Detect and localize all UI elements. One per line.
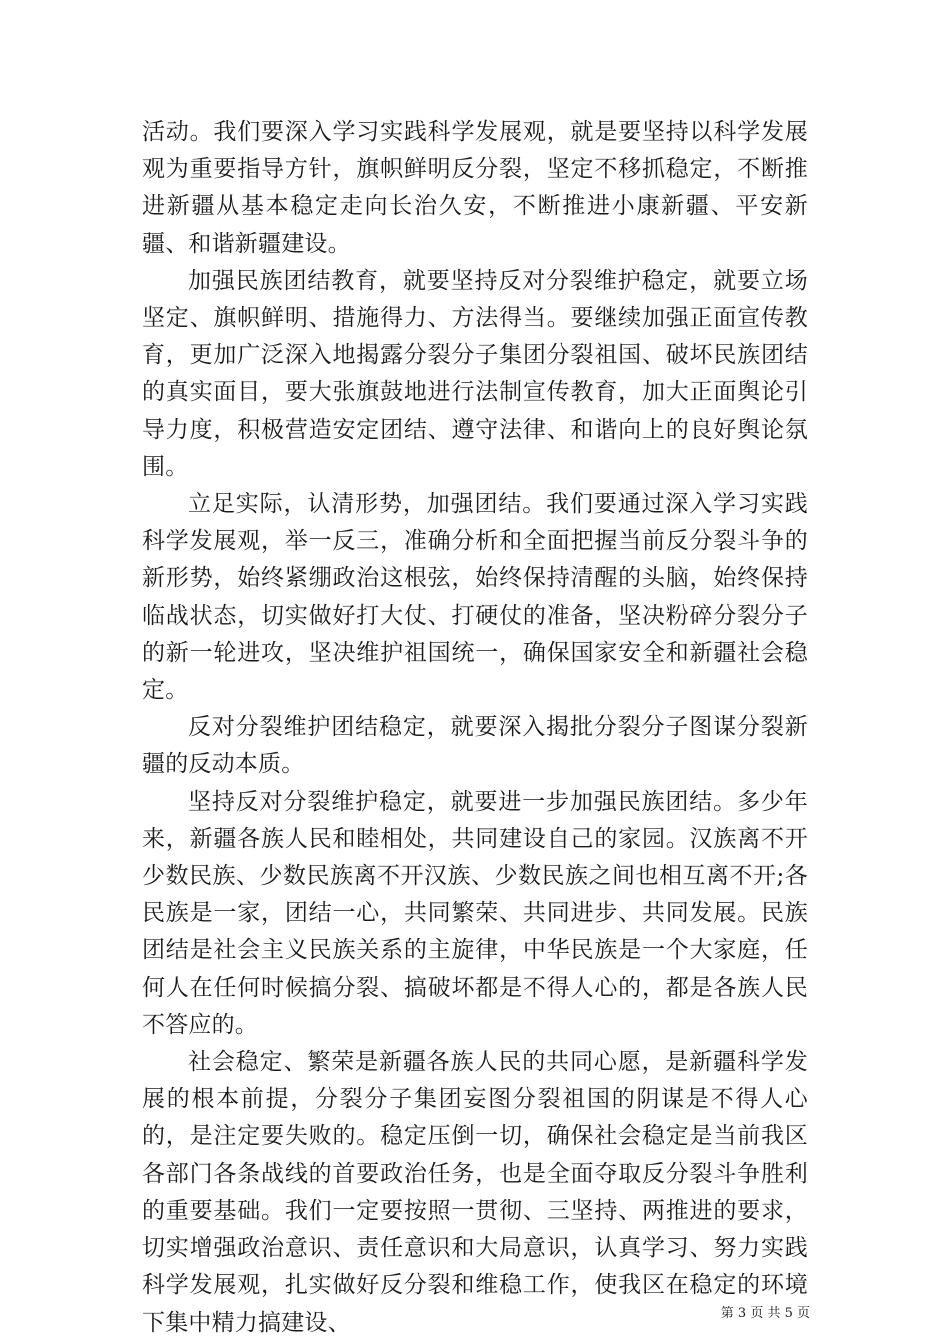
page-number-footer: 第 3 页 共 5 页 xyxy=(720,1306,810,1321)
document-body xyxy=(142,114,808,1342)
paragraph-4: 反对分裂维护团结稳定，就要深入揭批分裂分子图谋分裂新疆的反动本质。 xyxy=(142,714,808,778)
paragraph-5: 坚持反对分裂维护稳定，就要进一步加强民族团结。多少年来，新疆各族人民和睦相处，共同建设自己的家园。汉族离不开少数民族、少数民族离不开汉族、少数民族之间也相互离不开;各民族是一家，团结一心，共同繁荣、共同进步、共同发展。民族团结是社会主义民族关系的主旋律，中华民族是一个大家庭，任何人在任何时候搞分裂、搞破坏都是不得人心的，都是各族人民不答应的。 xyxy=(142,788,808,1038)
paragraph-6: 社会稳定、繁荣是新疆各族人民的共同心愿，是新疆科学发展的根本前提，分裂分子集团妄图分裂祖国的阴谋是不得人心的，是注定要失败的。稳定压倒一切，确保社会稳定是当前我区各部门各条战线的首要政治任务，也是全面夺取反分裂斗争胜利的重要基础。我们一定要按照一贯彻、三坚持、两推进的要求，切实增强政治意识、责任意识和大局意识，认真学习、努力实践科学发展观，扎实做好反分裂和维稳工作，使我区在稳定的环境下集中精力搞建设、 xyxy=(142,1049,808,1336)
paragraph-2: 加强民族团结教育，就要坚持反对分裂维护稳定，就要立场坚定、旗帜鲜明、措施得力、方法得当。要继续加强正面宣传教育，更加广泛深入地揭露分裂分子集团分裂祖国、破坏民族团结的真实面目，要大张旗鼓地进行法制宣传教育，加大正面舆论引导力度，积极营造安定团结、遵守法律、和谐向上的良好舆论氛围。 xyxy=(142,267,808,480)
paragraph-1: 活动。我们要深入学习实践科学发展观，就是要坚持以科学发展观为重要指导方针，旗帜鲜明反分裂，坚定不移抓稳定，不断推进新疆从基本稳定走向长治久安，不断推进小康新疆、平安新疆、和谐新疆建设。 xyxy=(142,119,808,257)
paragraph-3: 立足实际，认清形势，加强团结。我们要通过深入学习实践科学发展观，举一反三，准确分析和全面把握当前反分裂斗争的新形势，始终紧绷政治这根弦，始终保持清醒的头脑，始终保持临战状态，切实做好打大仗、打硬仗的准备，坚决粉碎分裂分子的新一轮进攻，坚决维护祖国统一，确保国家安全和新疆社会稳定。 xyxy=(142,491,808,704)
